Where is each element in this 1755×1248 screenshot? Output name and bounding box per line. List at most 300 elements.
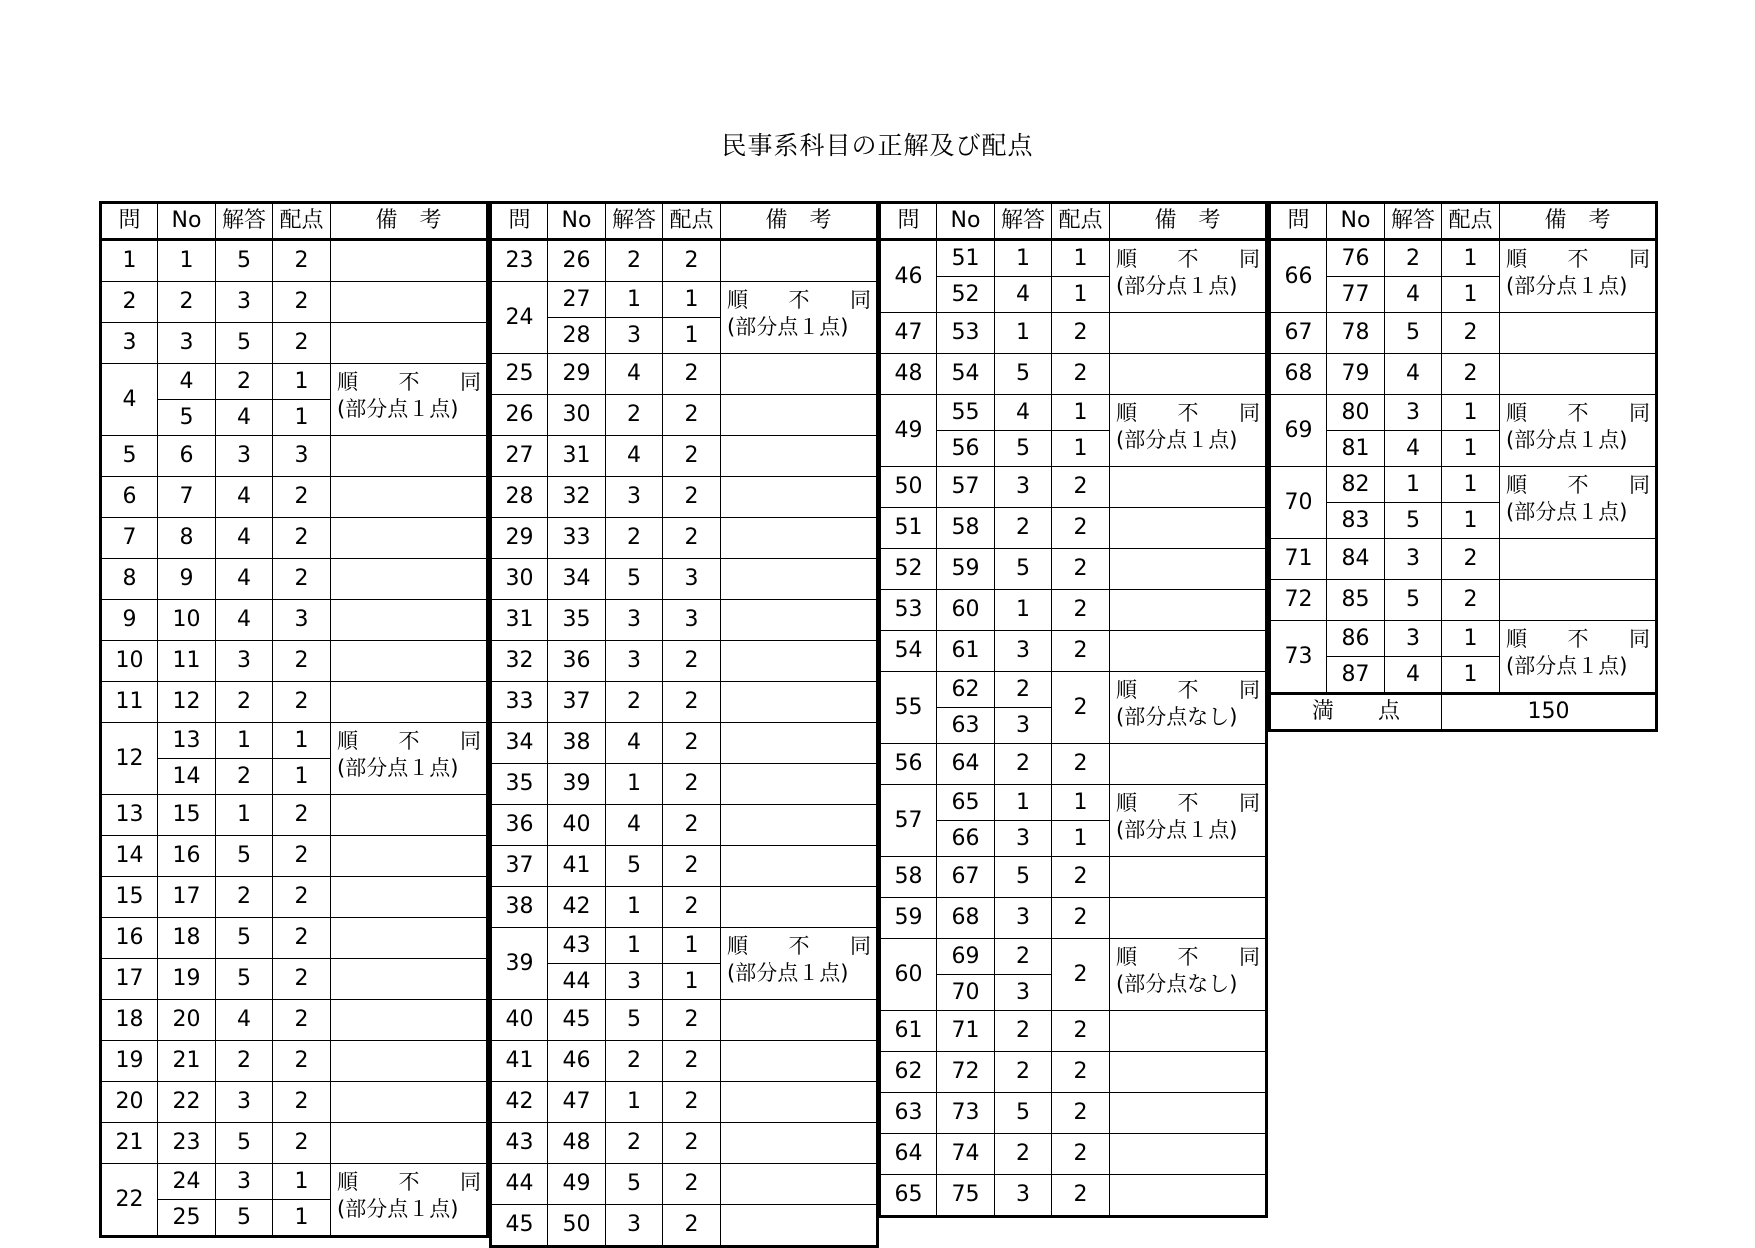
- answer-value: 1: [995, 785, 1052, 821]
- table-row: [101, 836, 488, 877]
- table-row: [1270, 354, 1657, 395]
- remark-char: 同: [850, 934, 871, 958]
- remark-order-free: [727, 933, 873, 960]
- item-number: 4: [158, 364, 216, 400]
- points-value: 2: [273, 282, 331, 323]
- remark-cell: [721, 764, 878, 805]
- remark-cell: [331, 682, 488, 723]
- remark-cell: [721, 1205, 878, 1247]
- points-value: 2: [1442, 539, 1500, 580]
- remark-char: 順: [337, 729, 358, 753]
- header-question: 問: [1270, 203, 1327, 240]
- question-number: 11: [101, 682, 158, 723]
- table-row: [491, 805, 878, 846]
- question-number: 14: [101, 836, 158, 877]
- question-number: 39: [491, 928, 548, 1000]
- answer-value: 2: [216, 877, 273, 918]
- remark-cell: [721, 1123, 878, 1164]
- points-value: 1: [273, 759, 331, 795]
- answer-value: 1: [995, 313, 1052, 354]
- remark-order-free: [1116, 400, 1262, 427]
- points-value: 2: [1052, 1093, 1110, 1134]
- table-row: [101, 682, 488, 723]
- item-number: 21: [158, 1041, 216, 1082]
- item-number: 34: [548, 559, 606, 600]
- table-row: [491, 1164, 878, 1205]
- remark-char: 不: [1567, 473, 1589, 497]
- table-row: [880, 672, 1267, 708]
- table-row: [880, 395, 1267, 431]
- header-points: 配点: [273, 203, 331, 240]
- answer-value: 4: [606, 805, 663, 846]
- remark-cell: [1110, 744, 1267, 785]
- table-row: [491, 1000, 878, 1041]
- question-number: 9: [101, 600, 158, 641]
- remark-char: 順: [1506, 627, 1527, 651]
- remark-char: 不: [1567, 247, 1589, 271]
- remark-cell: [721, 518, 878, 559]
- remark-cell: [331, 918, 488, 959]
- table-row: [880, 508, 1267, 549]
- points-value: 2: [273, 682, 331, 723]
- question-number: 25: [491, 354, 548, 395]
- answer-value: 2: [606, 240, 663, 282]
- answer-value: 3: [606, 600, 663, 641]
- header-row: [101, 203, 488, 240]
- points-value: 2: [273, 518, 331, 559]
- points-value: 1: [1052, 240, 1110, 277]
- remark-partial-credit: (部分点１点): [1116, 428, 1238, 452]
- question-number: 5: [101, 436, 158, 477]
- answer-value: 3: [995, 1175, 1052, 1217]
- remark-char: 不: [788, 934, 810, 958]
- table-row: [491, 1082, 878, 1123]
- remark-cell: [721, 846, 878, 887]
- item-number: 41: [548, 846, 606, 887]
- item-number: 7: [158, 477, 216, 518]
- answer-value: 3: [606, 318, 663, 354]
- table-row: [491, 436, 878, 477]
- item-number: 48: [548, 1123, 606, 1164]
- points-value: 1: [1442, 240, 1500, 277]
- remark-order-free: [1116, 790, 1262, 817]
- remark-char: 順: [727, 288, 748, 312]
- points-value: 2: [1052, 467, 1110, 508]
- question-number: 23: [491, 240, 548, 282]
- answer-value: 4: [995, 395, 1052, 431]
- question-number: 46: [880, 240, 937, 313]
- answer-value: 1: [216, 723, 273, 759]
- remark-char: 不: [398, 729, 420, 753]
- remark-cell: [1110, 939, 1267, 1011]
- remark-char: 同: [1239, 678, 1260, 702]
- question-number: 31: [491, 600, 548, 641]
- question-number: 26: [491, 395, 548, 436]
- remark-cell: [331, 518, 488, 559]
- table-row: [491, 1123, 878, 1164]
- table-row: [491, 1041, 878, 1082]
- remark-cell: [331, 1082, 488, 1123]
- item-number: 70: [937, 975, 995, 1011]
- item-number: 10: [158, 600, 216, 641]
- header-points: 配点: [663, 203, 721, 240]
- remark-partial-credit: (部分点１点): [1116, 274, 1238, 298]
- answer-value: 4: [1385, 354, 1442, 395]
- answer-value: 4: [216, 477, 273, 518]
- question-number: 62: [880, 1052, 937, 1093]
- question-number: 18: [101, 1000, 158, 1041]
- remark-char: 順: [1506, 473, 1527, 497]
- points-value: 1: [1052, 395, 1110, 431]
- question-number: 3: [101, 323, 158, 364]
- item-number: 15: [158, 795, 216, 836]
- table-row: [101, 323, 488, 364]
- item-number: 2: [158, 282, 216, 323]
- total-row: [1270, 694, 1657, 731]
- answer-value: 4: [1385, 657, 1442, 694]
- answer-value: 5: [216, 836, 273, 877]
- answer-value: 2: [995, 744, 1052, 785]
- table-row: [491, 395, 878, 436]
- remark-partial-credit: (部分点１点): [1506, 654, 1628, 678]
- answer-value: 5: [995, 549, 1052, 590]
- item-number: 64: [937, 744, 995, 785]
- answer-table-block-3: [878, 201, 1268, 1218]
- remark-cell: [1500, 240, 1657, 313]
- item-number: 26: [548, 240, 606, 282]
- remark-cell: [1110, 1175, 1267, 1217]
- remark-cell: [721, 1000, 878, 1041]
- remark-char: 同: [1629, 473, 1650, 497]
- answer-value: 2: [606, 1041, 663, 1082]
- table-row: [880, 1052, 1267, 1093]
- question-number: 7: [101, 518, 158, 559]
- table-row: [491, 240, 878, 282]
- item-number: 81: [1327, 431, 1385, 467]
- remark-cell: [721, 682, 878, 723]
- points-value: 2: [273, 877, 331, 918]
- question-number: 30: [491, 559, 548, 600]
- remark-char: 同: [1629, 247, 1650, 271]
- table-row: [101, 641, 488, 682]
- remark-cell: [1110, 785, 1267, 857]
- remark-char: 同: [460, 370, 481, 394]
- table-row: [880, 240, 1267, 277]
- points-value: 1: [1052, 821, 1110, 857]
- question-number: 12: [101, 723, 158, 795]
- item-number: 18: [158, 918, 216, 959]
- question-number: 57: [880, 785, 937, 857]
- item-number: 66: [937, 821, 995, 857]
- answer-value: 3: [995, 821, 1052, 857]
- table-row: [491, 641, 878, 682]
- table-row: [491, 887, 878, 928]
- question-number: 10: [101, 641, 158, 682]
- header-no: No: [937, 203, 995, 240]
- remark-cell: [721, 887, 878, 928]
- answer-value: 4: [606, 723, 663, 764]
- points-value: 2: [663, 518, 721, 559]
- item-number: 38: [548, 723, 606, 764]
- item-number: 74: [937, 1134, 995, 1175]
- points-value: 1: [1442, 503, 1500, 539]
- remark-char: 不: [1177, 247, 1199, 271]
- answer-value: 2: [606, 395, 663, 436]
- points-value: 2: [663, 846, 721, 887]
- remark-partial-credit: (部分点１点): [337, 756, 459, 780]
- remark-cell: [721, 477, 878, 518]
- remark-char: 順: [1116, 945, 1137, 969]
- remark-order-free: [1116, 944, 1262, 971]
- header-row: [880, 203, 1267, 240]
- question-number: 17: [101, 959, 158, 1000]
- table-row: [101, 364, 488, 400]
- question-number: 65: [880, 1175, 937, 1217]
- answer-value: 2: [1385, 240, 1442, 277]
- remark-partial-credit: (部分点１点): [1506, 428, 1628, 452]
- remark-char: 不: [1177, 945, 1199, 969]
- item-number: 3: [158, 323, 216, 364]
- item-number: 27: [548, 282, 606, 318]
- table-row: [101, 240, 488, 282]
- answer-value: 1: [995, 590, 1052, 631]
- item-number: 43: [548, 928, 606, 964]
- remark-cell: [331, 959, 488, 1000]
- remark-cell: [331, 836, 488, 877]
- item-number: 55: [937, 395, 995, 431]
- header-no: No: [548, 203, 606, 240]
- remark-char: 同: [1629, 627, 1650, 651]
- answer-value: 3: [216, 436, 273, 477]
- answer-value: 3: [216, 282, 273, 323]
- item-number: 6: [158, 436, 216, 477]
- points-value: 2: [1052, 631, 1110, 672]
- remark-cell: [1110, 898, 1267, 939]
- answer-table-block-1: [99, 201, 489, 1238]
- table-row: [101, 877, 488, 918]
- item-number: 1: [158, 240, 216, 282]
- table-row: [880, 590, 1267, 631]
- points-value: 2: [273, 836, 331, 877]
- points-value: 2: [663, 641, 721, 682]
- question-number: 32: [491, 641, 548, 682]
- points-value: 1: [663, 928, 721, 964]
- answer-value: 5: [606, 846, 663, 887]
- remark-cell: [1110, 857, 1267, 898]
- question-number: 21: [101, 1123, 158, 1164]
- points-value: 2: [273, 918, 331, 959]
- answer-value: 2: [995, 672, 1052, 708]
- answer-value: 3: [606, 964, 663, 1000]
- total-value: 150: [1442, 694, 1657, 731]
- answer-value: 5: [995, 857, 1052, 898]
- table-row: [101, 795, 488, 836]
- answer-value: 5: [216, 1123, 273, 1164]
- table-row: [1270, 621, 1657, 657]
- table-row: [880, 1175, 1267, 1217]
- points-value: 2: [273, 795, 331, 836]
- item-number: 63: [937, 708, 995, 744]
- question-number: 6: [101, 477, 158, 518]
- item-number: 12: [158, 682, 216, 723]
- answer-value: 2: [606, 1123, 663, 1164]
- remark-partial-credit: (部分点１点): [727, 315, 849, 339]
- points-value: 2: [1442, 580, 1500, 621]
- points-value: 2: [273, 240, 331, 282]
- item-number: 58: [937, 508, 995, 549]
- table-row: [491, 282, 878, 318]
- points-value: 3: [663, 600, 721, 641]
- item-number: 32: [548, 477, 606, 518]
- answer-value: 5: [606, 1000, 663, 1041]
- points-value: 2: [663, 477, 721, 518]
- question-number: 64: [880, 1134, 937, 1175]
- remark-cell: [721, 1082, 878, 1123]
- answer-value: 3: [995, 631, 1052, 672]
- item-number: 23: [158, 1123, 216, 1164]
- remark-cell: [331, 477, 488, 518]
- question-number: 73: [1270, 621, 1327, 694]
- item-number: 82: [1327, 467, 1385, 503]
- table-row: [491, 354, 878, 395]
- remark-cell: [1500, 539, 1657, 580]
- remark-cell: [721, 354, 878, 395]
- points-value: 2: [663, 1082, 721, 1123]
- remark-char: 同: [460, 1170, 481, 1194]
- remark-cell: [721, 928, 878, 1000]
- table-row: [491, 928, 878, 964]
- item-number: 11: [158, 641, 216, 682]
- answer-value: 3: [1385, 539, 1442, 580]
- item-number: 30: [548, 395, 606, 436]
- answer-value: 2: [995, 508, 1052, 549]
- question-number: 8: [101, 559, 158, 600]
- remark-char: 同: [850, 288, 871, 312]
- remark-order-free: [337, 1169, 483, 1196]
- points-value: 2: [663, 1041, 721, 1082]
- remark-char: 不: [1567, 627, 1589, 651]
- answer-value: 5: [216, 240, 273, 282]
- answer-value: 3: [995, 898, 1052, 939]
- answer-value: 2: [995, 1011, 1052, 1052]
- header-question: 問: [101, 203, 158, 240]
- answer-value: 3: [606, 641, 663, 682]
- answer-value: 4: [216, 518, 273, 559]
- answer-value: 3: [606, 477, 663, 518]
- remark-cell: [1500, 621, 1657, 694]
- table-row: [880, 549, 1267, 590]
- question-number: 48: [880, 354, 937, 395]
- points-value: 1: [1442, 621, 1500, 657]
- header-answer: 解答: [1385, 203, 1442, 240]
- question-number: 66: [1270, 240, 1327, 313]
- points-value: 2: [663, 1123, 721, 1164]
- question-number: 37: [491, 846, 548, 887]
- question-number: 36: [491, 805, 548, 846]
- points-value: 2: [1442, 354, 1500, 395]
- item-number: 60: [937, 590, 995, 631]
- question-number: 44: [491, 1164, 548, 1205]
- item-number: 65: [937, 785, 995, 821]
- points-value: 1: [273, 1200, 331, 1237]
- item-number: 39: [548, 764, 606, 805]
- remark-cell: [331, 1164, 488, 1237]
- points-value: 2: [1052, 744, 1110, 785]
- remark-cell: [721, 240, 878, 282]
- item-number: 72: [937, 1052, 995, 1093]
- header-no: No: [158, 203, 216, 240]
- question-number: 15: [101, 877, 158, 918]
- question-number: 2: [101, 282, 158, 323]
- answer-value: 1: [216, 795, 273, 836]
- answer-value: 3: [606, 1205, 663, 1247]
- item-number: 42: [548, 887, 606, 928]
- remark-order-free: [1116, 677, 1262, 704]
- table-row: [101, 559, 488, 600]
- points-value: 2: [663, 436, 721, 477]
- item-number: 47: [548, 1082, 606, 1123]
- remark-order-free: [1116, 246, 1262, 273]
- table-row: [880, 631, 1267, 672]
- question-number: 43: [491, 1123, 548, 1164]
- points-value: 2: [663, 723, 721, 764]
- page-title: 民事系科目の正解及び配点: [721, 131, 1034, 160]
- answer-value: 5: [216, 918, 273, 959]
- points-value: 2: [1052, 1175, 1110, 1217]
- points-value: 2: [1052, 672, 1110, 744]
- question-number: 49: [880, 395, 937, 467]
- remark-cell: [1110, 1011, 1267, 1052]
- remark-cell: [331, 600, 488, 641]
- points-value: 2: [273, 641, 331, 682]
- answer-value: 3: [995, 708, 1052, 744]
- question-number: 54: [880, 631, 937, 672]
- remark-cell: [331, 436, 488, 477]
- remark-char: 不: [398, 370, 420, 394]
- question-number: 60: [880, 939, 937, 1011]
- answer-value: 2: [216, 759, 273, 795]
- item-number: 5: [158, 400, 216, 436]
- table-row: [101, 1082, 488, 1123]
- points-value: 2: [663, 240, 721, 282]
- question-number: 20: [101, 1082, 158, 1123]
- remark-char: 不: [788, 288, 810, 312]
- question-number: 16: [101, 918, 158, 959]
- remark-cell: [1500, 354, 1657, 395]
- points-value: 2: [273, 323, 331, 364]
- table-row: [880, 467, 1267, 508]
- table-row: [880, 313, 1267, 354]
- points-value: 2: [1052, 354, 1110, 395]
- answer-value: 2: [995, 939, 1052, 975]
- remark-order-free: [727, 287, 873, 314]
- answer-value: 1: [606, 1082, 663, 1123]
- question-number: 47: [880, 313, 937, 354]
- remark-order-free: [337, 369, 483, 396]
- remark-partial-credit: (部分点１点): [727, 961, 849, 985]
- remark-cell: [331, 877, 488, 918]
- points-value: 3: [663, 559, 721, 600]
- remark-cell: [721, 1041, 878, 1082]
- table-row: [491, 1205, 878, 1247]
- answer-value: 2: [216, 364, 273, 400]
- answer-value: 5: [995, 354, 1052, 395]
- answer-value: 5: [606, 1164, 663, 1205]
- remark-char: 同: [1239, 401, 1260, 425]
- item-number: 73: [937, 1093, 995, 1134]
- points-value: 1: [1442, 395, 1500, 431]
- question-number: 42: [491, 1082, 548, 1123]
